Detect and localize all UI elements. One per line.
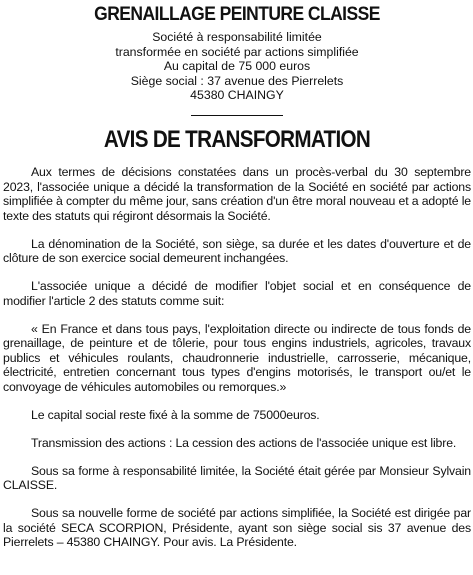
separator-rule xyxy=(191,115,283,116)
transformation-line: transformée en société par actions simplifiée xyxy=(115,44,359,59)
company-details xyxy=(3,30,471,103)
registered-office: Siège social : 37 avenue des Pierrelets xyxy=(130,73,344,88)
paragraph-former-management: Sous sa forme à responsabilité limitée, la Société était gérée par Monsieur Sylvain CLAISSE. xyxy=(3,463,471,493)
postal-city: 45380 CHAINGY xyxy=(190,88,284,103)
paragraph-new-management: Sous sa nouvelle forme de société par actions simplifiée, la Société est dirigée par la société SECA SCORPION, Présidente, ayant son siège social sis 37 avenue des Pierrelets – 45380 CHAINGY. Pour avis. La Présidente. xyxy=(3,506,471,550)
paragraph-unchanged: La dénomination de la Société, son siège, sa durée et les dates d'ouverture et de clôture de son exercice social demeurent inchangées. xyxy=(3,236,471,266)
paragraph-capital: Le capital social reste fixé à la somme de 75000euros. xyxy=(31,407,320,422)
paragraph-object-change: L'associée unique a décidé de modifier l'objet social et en conséquence de modifier l'article 2 des statuts comme suit: xyxy=(3,279,471,308)
company-name: GRENAILLAGE PEINTURE CLAISSE xyxy=(94,4,380,25)
paragraph-decision: Aux termes de décisions constatées dans un procès-verbal du 30 septembre 2023, l'associée unique a décidé la transformation de la Société en société par actions simplifiée à compter du même jour, sans création d'un être moral nouveau et a adopté le texte des statuts qui régiront désormais la Société. xyxy=(3,164,471,223)
notice-title: AVIS DE TRANSFORMATION xyxy=(103,125,371,153)
share-capital: Au capital de 75 000 euros xyxy=(163,59,311,74)
legal-form: Société à responsabilité limitée xyxy=(152,30,322,44)
paragraph-share-transfer: Transmission des actions : La cession des actions de l'associée unique est libre. xyxy=(31,435,457,450)
paragraph-object-text: « En France et dans tous pays, l'exploitation directe ou indirecte de tous fonds de grenaillage, de peinture et de tôlerie, pour tous engins industriels, agricoles, travaux publics et véhicules roulants, chaudronnerie industrielle, carrosserie, mécanique, électricité, entretien concernant tous types d'engins motorisés, le transport ou/et le convoyage de véhicules automobiles ou remorques.» xyxy=(3,321,471,394)
notice-body xyxy=(3,165,471,550)
